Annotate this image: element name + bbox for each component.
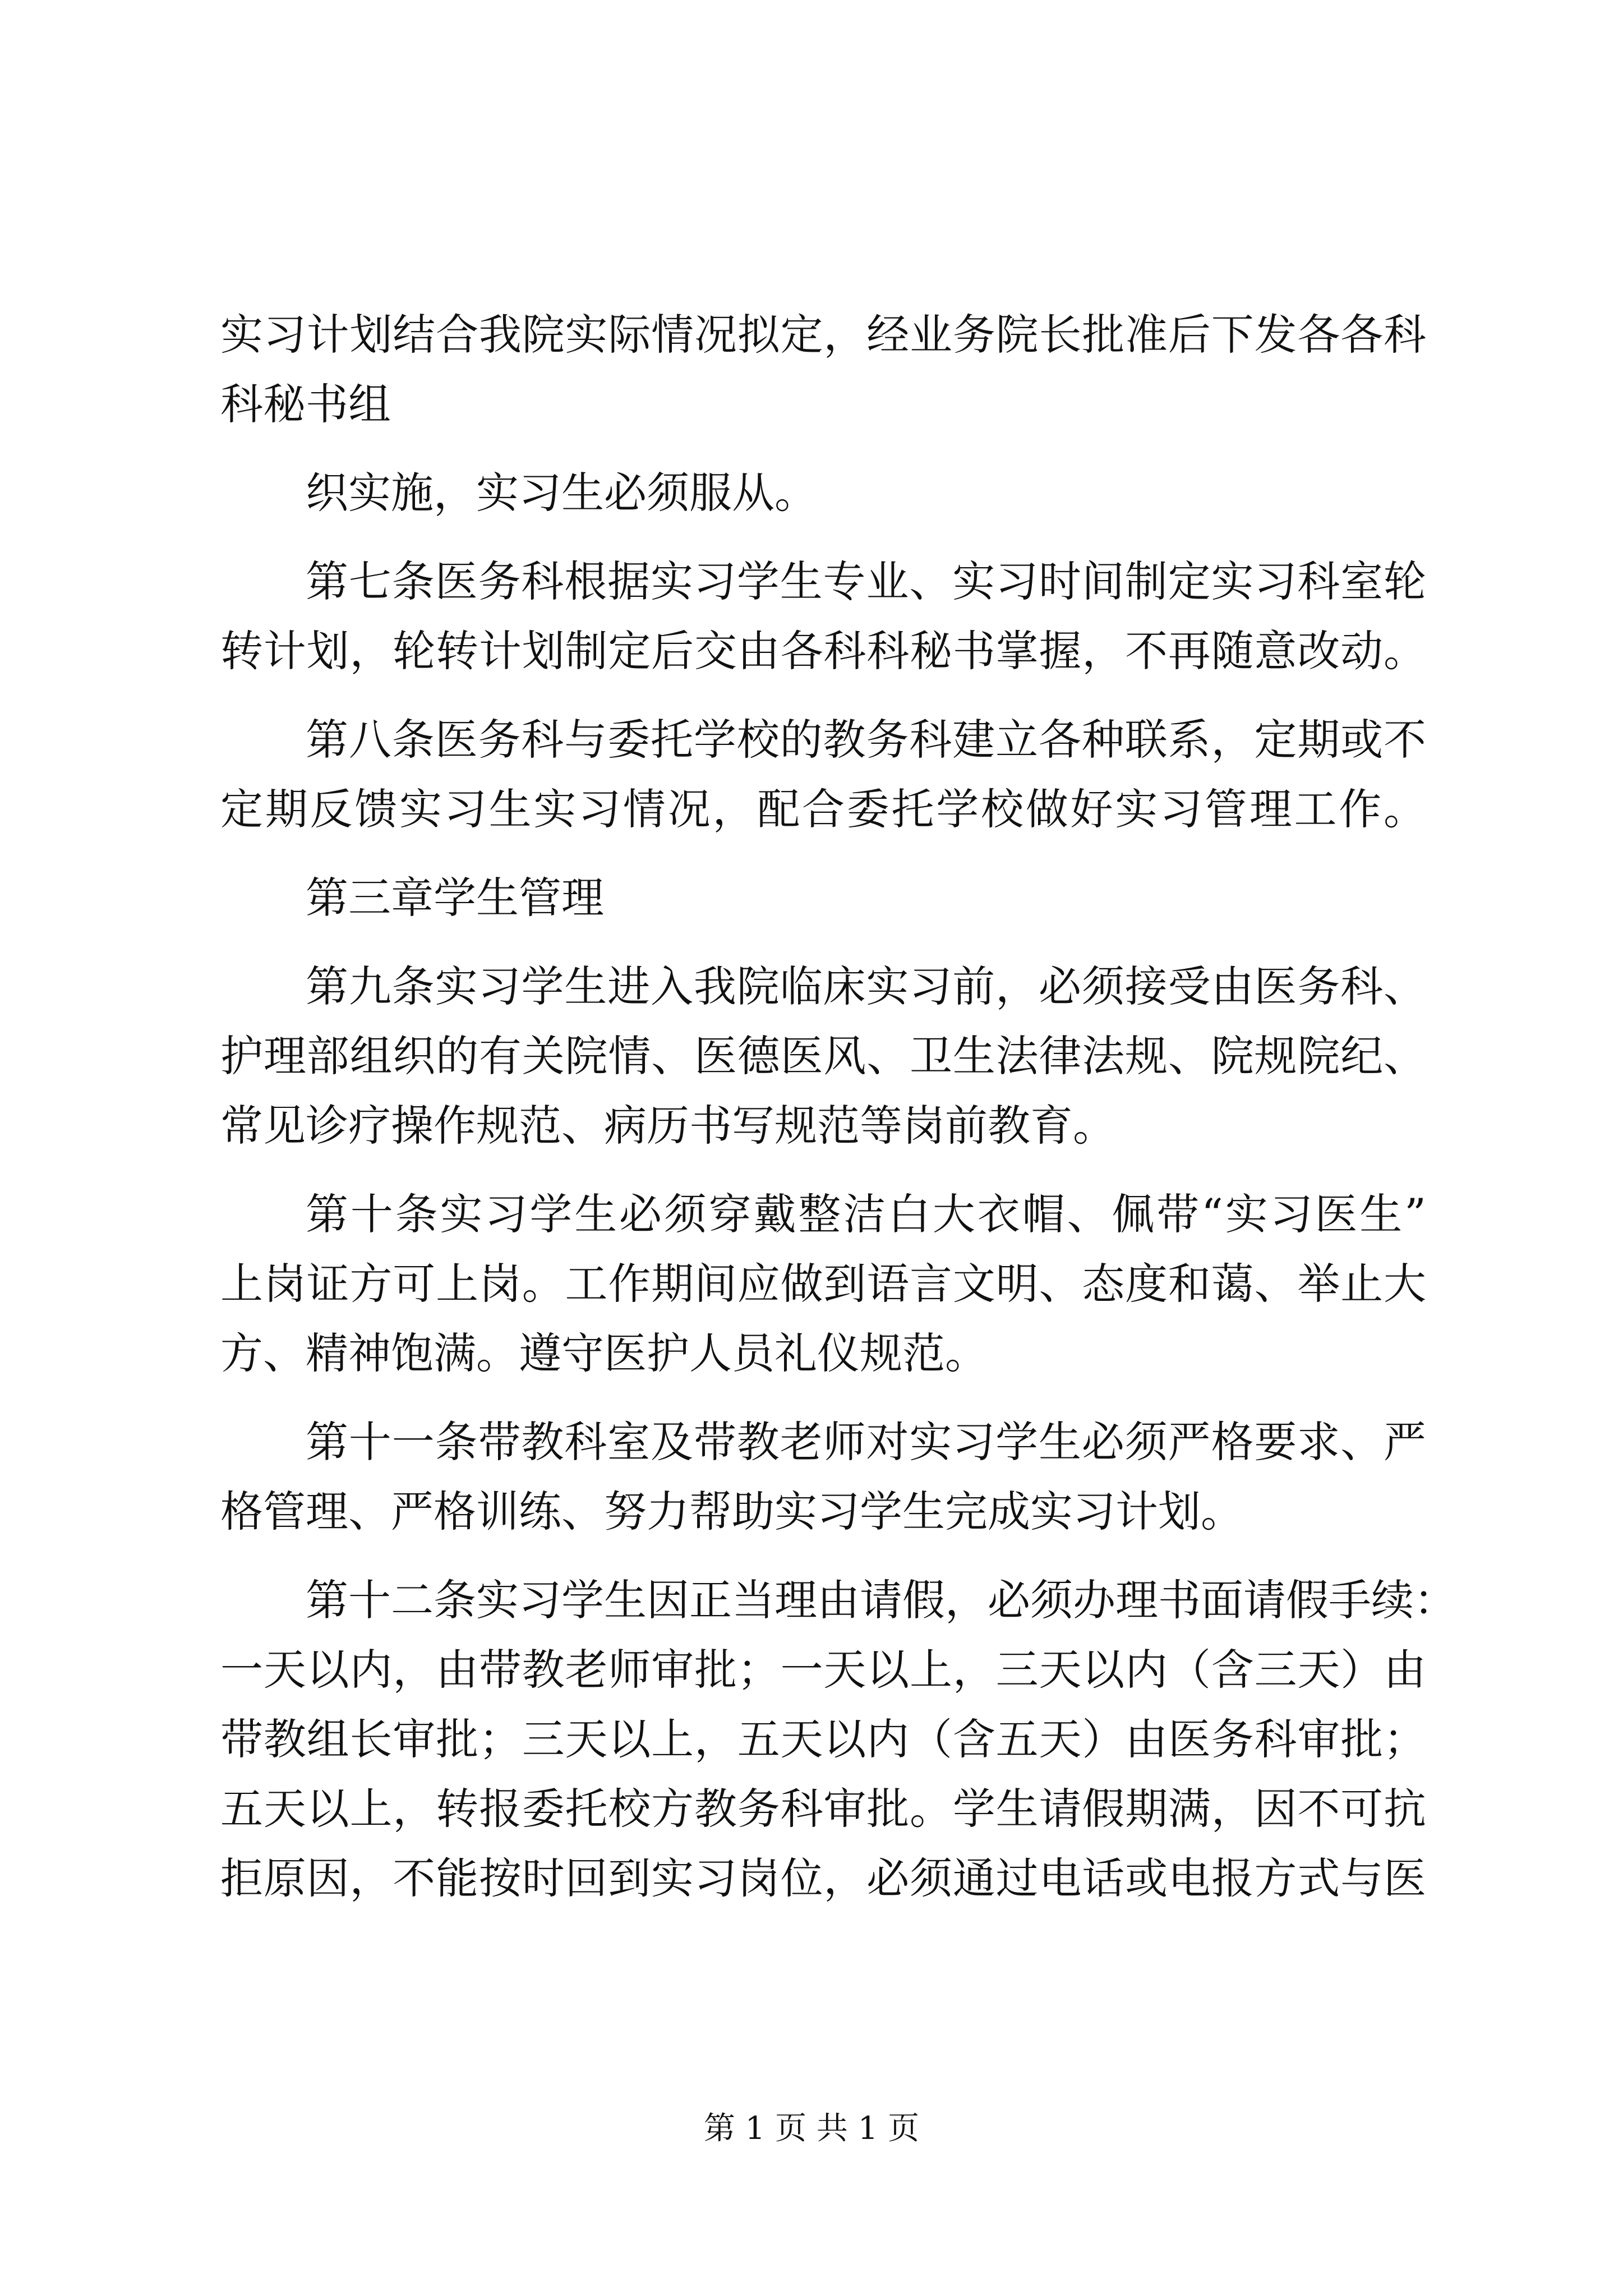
text-line: 第十二条实习学生因正当理由请假，必须办理书面请假手续： xyxy=(306,1575,1456,1625)
text-line: 护理部组织的有关院情、医德医风、卫生法律法规、院规院纪、 xyxy=(220,1031,1426,1081)
text-line: 一天以内，由带教老师审批；一天以上，三天以内（含三天）由 xyxy=(220,1645,1426,1695)
text-line: 第八条医务科与委托学校的教务科建立各种联系，定期或不 xyxy=(306,715,1426,765)
body-text xyxy=(220,300,1456,1913)
text-line: 第七条医务科根据实习学生专业、实习时间制定实习科室轮 xyxy=(306,556,1426,606)
text-line: 第十一条带教科室及带教老师对实习学生必须严格要求、严 xyxy=(306,1417,1426,1467)
text-line: 科秘书组 xyxy=(220,379,391,429)
text-line: 五天以上，转报委托校方教务科审批。学生请假期满，因不可抗 xyxy=(220,1784,1426,1834)
page-footer: 第 1 页 共 1 页 xyxy=(703,2110,920,2147)
text-line: 常见诊疗操作规范、病历书写规范等岗前教育。 xyxy=(220,1101,1115,1151)
text-line: 定期反馈实习生实习情况，配合委托学校做好实习管理工作。 xyxy=(220,784,1426,834)
text-line: 拒原因，不能按时回到实习岗位，必须通过电话或电报方式与医 xyxy=(220,1853,1426,1903)
text-line: 第十条实习学生必须穿戴整洁白大衣帽、佩带“实习医生” xyxy=(306,1189,1426,1239)
text-line: 方、精神饱满。遵守医护人员礼仪规范。 xyxy=(220,1328,988,1378)
text-line: 上岗证方可上岗。工作期间应做到语言文明、态度和蔼、举止大 xyxy=(220,1259,1426,1309)
text-line: 第九条实习学生进入我院临床实习前，必须接受由医务科、 xyxy=(306,961,1426,1011)
text-line: 带教组长审批；三天以上，五天以内（含五天）由医务科审批； xyxy=(220,1714,1426,1764)
text-line: 织实施，实习生必须服从。 xyxy=(306,468,817,518)
chapter-heading: 第三章学生管理 xyxy=(306,873,604,923)
text-line: 格管理、严格训练、努力帮助实习学生完成实习计划。 xyxy=(220,1487,1243,1536)
text-line: 转计划，轮转计划制定后交由各科科秘书掌握，不再随意改动。 xyxy=(220,626,1426,676)
text-line: 实习计划结合我院实际情况拟定，经业务院长批准后下发各各科 xyxy=(220,310,1426,360)
